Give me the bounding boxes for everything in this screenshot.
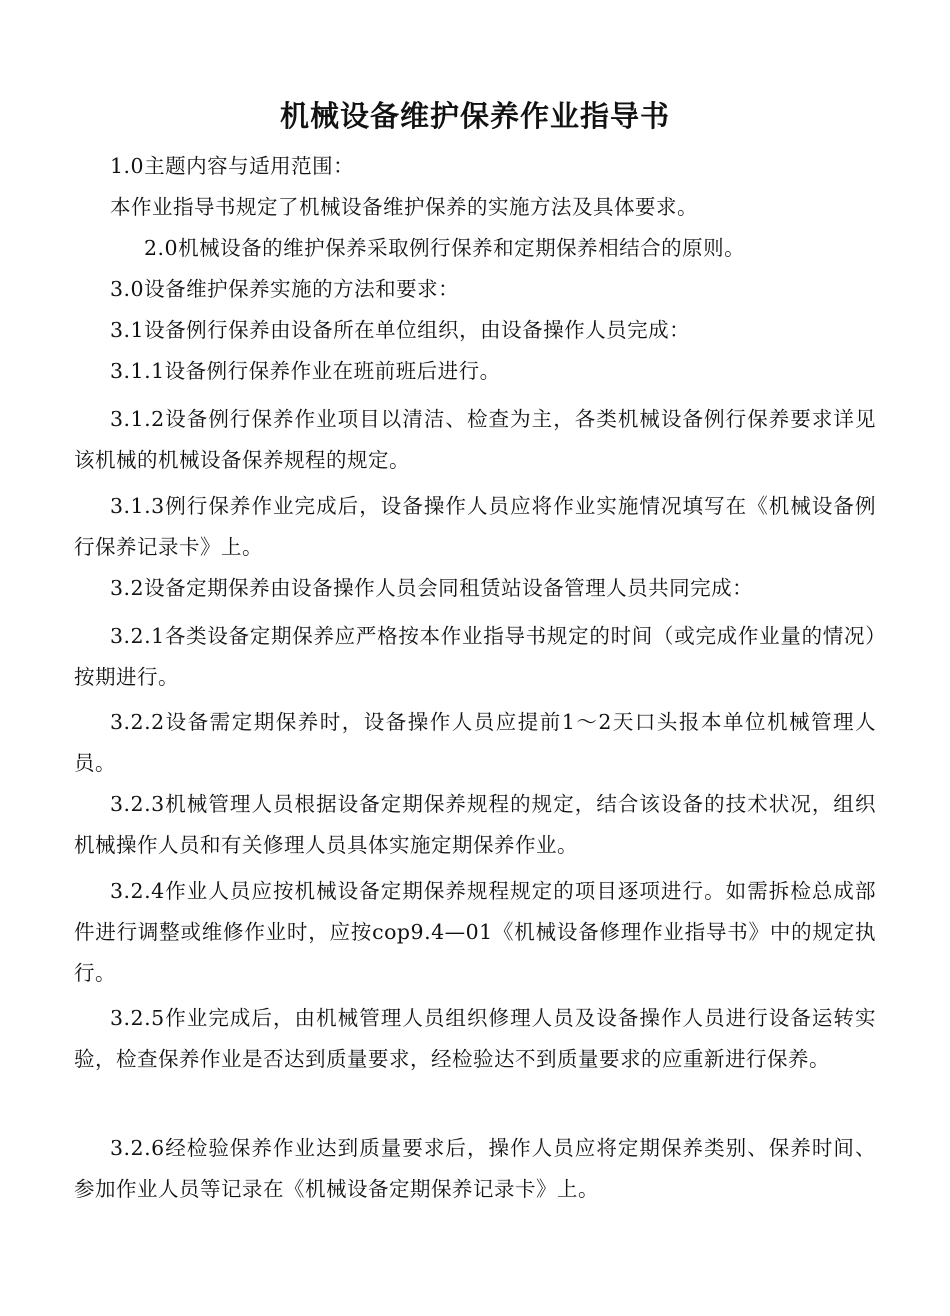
paragraph-3-2: 3.2设备定期保养由设备操作人员会同租赁站设备管理人员共同完成： — [110, 576, 754, 600]
paragraph-3-2-5: 3.2.5作业完成后，由机械管理人员组织修理人员及设备操作人员进行设备运转实验，检查保养作业是否达到质量要求，经检验达不到质量要求的应重新进行保养。 — [74, 1006, 876, 1071]
paragraph-3-0: 3.0设备维护保养实施的方法和要求： — [110, 277, 460, 301]
document-title: 机械设备维护保养作业指导书 — [279, 99, 670, 133]
paragraph-3-1-3: 3.1.3例行保养作业完成后，设备操作人员应将作业实施情况填写在《机械设备例行保养记录卡》上。 — [74, 494, 876, 559]
paragraph-3-2-4: 3.2.4作业人员应按机械设备定期保养规程规定的项目逐项进行。如需拆检总成部件进行调整或维修作业时，应按cop9.4—01《机械设备修理作业指导书》中的规定执行。 — [74, 879, 876, 985]
paragraph-1-0: 1.0主题内容与适用范围： — [110, 154, 355, 178]
paragraph-3-2-1: 3.2.1各类设备定期保养应严格按本作业指导书规定的时间（或完成作业量的情况）按期进行。 — [74, 624, 876, 689]
paragraph-2-0: 2.0机械设备的维护保养采取例行保养和定期保养相结合的原则。 — [144, 236, 746, 260]
paragraph-3-2-6: 3.2.6经检验保养作业达到质量要求后，操作人员应将定期保养类别、保养时间、参加作业人员等记录在《机械设备定期保养记录卡》上。 — [74, 1136, 876, 1201]
paragraph-3-1: 3.1设备例行保养由设备所在单位组织，由设备操作人员完成： — [110, 318, 691, 342]
paragraph-3-1-1: 3.1.1设备例行保养作业在班前班后进行。 — [110, 359, 501, 383]
paragraph-3-2-2: 3.2.2设备需定期保养时，设备操作人员应提前1～2天口头报本单位机械管理人员。 — [74, 710, 876, 775]
paragraph-3-1-2: 3.1.2设备例行保养作业项目以清洁、检查为主，各类机械设备例行保养要求详见该机械的机械设备保养规程的规定。 — [74, 407, 876, 472]
paragraph-3-2-3: 3.2.3机械管理人员根据设备定期保养规程的规定，结合该设备的技术状况，组织机械操作人员和有关修理人员具体实施定期保养作业。 — [74, 792, 876, 857]
paragraph-intro: 本作业指导书规定了机械设备维护保养的实施方法及具体要求。 — [110, 195, 698, 219]
